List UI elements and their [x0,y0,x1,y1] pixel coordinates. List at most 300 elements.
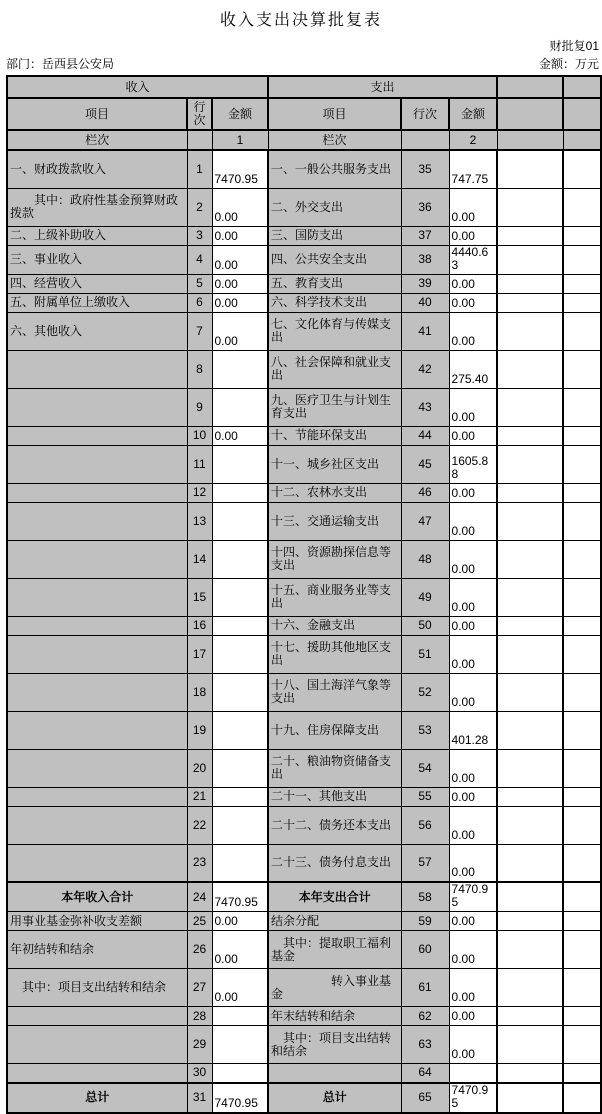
table-row [7,483,601,502]
department-label: 部门：岳西县公安局 [6,57,115,71]
expense-amount-cell[interactable]: 747.75 [449,150,497,188]
income-amount-cell[interactable] [212,635,268,673]
table-row [7,1083,601,1113]
expense-section-header: 支出 [268,76,497,98]
income-amount-cell[interactable]: 0.00 [212,188,268,226]
income-line-cell: 21 [187,787,212,806]
income-item-cell: 年初结转和结余 [7,931,187,969]
income-amount-cell[interactable] [212,616,268,635]
expense-amount-cell[interactable]: 0.00 [449,969,497,1007]
expense-item-cell: 其中：项目支出结转和结余 [268,1026,401,1064]
blank-cell[interactable] [497,540,563,578]
blank-cell[interactable] [497,350,563,388]
blank-cell[interactable] [563,844,601,882]
expense-line-cell: 53 [401,711,449,749]
expense-line-cell: 62 [401,1007,449,1026]
expense-amount-cell[interactable]: 0.00 [449,226,497,245]
blank-cell [401,130,449,150]
income-item-cell [7,540,187,578]
income-item-cell: 其中：项目支出结转和结余 [7,969,187,1007]
expense-amount-cell[interactable]: 0.00 [449,844,497,882]
expense-item-cell: 十一、城乡社区支出 [268,445,401,483]
blank-cell[interactable] [563,787,601,806]
blank-cell[interactable] [563,445,601,483]
blank-cell[interactable] [497,274,563,293]
expense-item-cell [268,1064,401,1083]
income-line-cell: 10 [187,426,212,445]
income-item-cell [7,616,187,635]
income-line-cell: 20 [187,749,212,787]
income-line-cell: 17 [187,635,212,673]
income-amount-cell[interactable] [212,578,268,616]
meta-row [6,55,599,72]
expense-item-cell: 二十一、其他支出 [268,787,401,806]
income-amount-cell[interactable] [212,445,268,483]
expense-line-header: 行次 [401,98,449,130]
table-row [7,245,601,274]
table-row [7,188,601,226]
blank-cell[interactable] [497,578,563,616]
blank-cell[interactable] [497,844,563,882]
income-item-cell [7,483,187,502]
income-item-cell [7,806,187,844]
expense-line-cell: 45 [401,445,449,483]
blank-cell[interactable] [497,806,563,844]
blank-cell[interactable] [563,931,601,969]
income-amount-cell[interactable] [212,388,268,426]
expense-amount-cell[interactable]: 0.00 [449,1007,497,1026]
blank-cell [187,130,212,150]
income-item-cell [7,673,187,711]
blank-cell[interactable] [563,426,601,445]
income-line-cell: 16 [187,616,212,635]
expense-item-cell: 十四、资源勘探信息等支出 [268,540,401,578]
expense-line-cell: 44 [401,426,449,445]
table-row [7,274,601,293]
table-row [7,749,601,787]
expense-item-cell: 其中：提取职工福利基金 [268,931,401,969]
blank-cell[interactable] [497,388,563,426]
blank-cell[interactable] [563,711,601,749]
expense-item-cell: 二十二、债务还本支出 [268,806,401,844]
blank-cell[interactable] [497,787,563,806]
blank-cell[interactable] [563,578,601,616]
income-item-cell [7,350,187,388]
income-column-number: 1 [212,130,268,150]
expense-amount-cell[interactable]: 0.00 [449,787,497,806]
income-line-header: 行次 [187,98,212,130]
expense-item-cell: 三、国防支出 [268,226,401,245]
income-amount-cell[interactable] [212,673,268,711]
blank-cell[interactable] [497,749,563,787]
expense-item-cell: 八、社会保障和就业支出 [268,350,401,388]
expense-line-cell: 42 [401,350,449,388]
income-line-cell: 11 [187,445,212,483]
expense-line-cell: 46 [401,483,449,502]
income-amount-cell[interactable]: 0.00 [212,245,268,274]
income-item-cell [7,1064,187,1083]
expense-line-cell: 60 [401,931,449,969]
expense-amount-header: 金额 [449,98,497,130]
income-amount-cell[interactable]: 0.00 [212,274,268,293]
blank-cell[interactable] [497,502,563,540]
column-index-row [7,130,601,150]
blank-cell[interactable] [563,912,601,931]
blank-cell[interactable] [563,188,601,226]
expense-amount-cell[interactable]: 0.00 [449,540,497,578]
expense-line-cell: 47 [401,502,449,540]
blank-cell[interactable] [497,1026,563,1064]
blank-cell[interactable] [497,673,563,711]
expense-item-cell: 转入事业基金 [268,969,401,1007]
budget-table [6,75,602,1114]
expense-item-cell: 十七、援助其他地区支出 [268,635,401,673]
expense-line-cell: 65 [401,1083,449,1113]
expense-amount-cell[interactable]: 401.28 [449,711,497,749]
table-row [7,293,601,312]
expense-item-cell: 十五、商业服务业等支出 [268,578,401,616]
income-line-cell: 4 [187,245,212,274]
expense-line-cell: 61 [401,969,449,1007]
income-amount-cell[interactable]: 0.00 [212,931,268,969]
expense-item-cell: 二十三、债务付息支出 [268,844,401,882]
expense-amount-cell[interactable]: 0.00 [449,312,497,350]
table-row [7,931,601,969]
blank-cell[interactable] [563,150,601,188]
blank-cell[interactable] [497,245,563,274]
income-line-cell: 18 [187,673,212,711]
income-amount-cell[interactable]: 0.00 [212,293,268,312]
income-amount-cell[interactable]: 0.00 [212,312,268,350]
expense-amount-cell[interactable]: 1605.88 [449,445,497,483]
table-row [7,844,601,882]
expense-item-cell: 十八、国土海洋气象等支出 [268,673,401,711]
blank-cell[interactable] [563,312,601,350]
expense-amount-cell[interactable]: 0.00 [449,616,497,635]
income-amount-cell[interactable] [212,483,268,502]
income-item-cell: 二、上级补助收入 [7,226,187,245]
expense-amount-cell[interactable]: 0.00 [449,578,497,616]
expense-amount-cell[interactable]: 0.00 [449,274,497,293]
expense-item-cell: 六、科学技术支出 [268,293,401,312]
blank-cell[interactable] [563,1083,601,1113]
expense-amount-cell[interactable]: 0.00 [449,635,497,673]
income-amount-cell[interactable] [212,1064,268,1083]
table-row [7,882,601,912]
income-amount-cell[interactable]: 0.00 [212,426,268,445]
expense-item-cell: 九、医疗卫生与计划生育支出 [268,388,401,426]
blank-cell[interactable] [497,931,563,969]
income-item-cell [7,787,187,806]
expense-line-cell: 48 [401,540,449,578]
blank-cell[interactable] [497,293,563,312]
blank-cell[interactable] [497,150,563,188]
income-item-cell [7,749,187,787]
income-item-cell [7,578,187,616]
expense-line-cell: 39 [401,274,449,293]
expense-amount-cell[interactable] [449,1064,497,1083]
blank-cell[interactable] [563,350,601,388]
expense-amount-cell[interactable]: 0.00 [449,483,497,502]
blank-cell[interactable] [497,1064,563,1083]
expense-line-cell: 38 [401,245,449,274]
table-row [7,312,601,350]
table-row [7,1064,601,1083]
blank-cell[interactable] [497,1007,563,1026]
expense-item-cell: 五、教育支出 [268,274,401,293]
blank-header-cell [497,76,563,98]
income-line-cell: 3 [187,226,212,245]
income-amount-cell[interactable] [212,1007,268,1026]
expense-item-cell: 十、节能环保支出 [268,426,401,445]
blank-cell[interactable] [563,483,601,502]
income-line-cell: 1 [187,150,212,188]
expense-line-cell: 59 [401,912,449,931]
income-line-cell: 26 [187,931,212,969]
blank-cell[interactable] [563,388,601,426]
expense-amount-cell[interactable]: 0.00 [449,1026,497,1064]
blank-cell[interactable] [563,1007,601,1026]
expense-line-cell: 57 [401,844,449,882]
blank-cell[interactable] [563,882,601,912]
table-row [7,226,601,245]
income-amount-cell[interactable] [212,502,268,540]
unit-label: 金额：万元 [538,57,599,71]
income-line-cell: 2 [187,188,212,226]
expense-amount-cell[interactable]: 0.00 [449,673,497,711]
blank-header-cell [563,76,601,98]
income-item-cell [7,502,187,540]
income-amount-cell[interactable]: 0.00 [212,226,268,245]
blank-cell[interactable] [497,711,563,749]
income-line-cell: 12 [187,483,212,502]
expense-item-cell: 四、公共安全支出 [268,245,401,274]
blank-header-cell [497,98,563,130]
blank-cell[interactable] [563,274,601,293]
income-amount-cell[interactable] [212,749,268,787]
income-amount-cell[interactable]: 0.00 [212,912,268,931]
expense-line-cell: 51 [401,635,449,673]
income-line-cell: 28 [187,1007,212,1026]
expense-item-cell: 十九、住房保障支出 [268,711,401,749]
income-line-cell: 9 [187,388,212,426]
income-amount-cell[interactable] [212,1026,268,1064]
blank-cell[interactable] [497,226,563,245]
income-item-cell [7,844,187,882]
income-line-cell: 5 [187,274,212,293]
income-amount-cell[interactable] [212,844,268,882]
expense-amount-cell[interactable]: 0.00 [449,931,497,969]
blank-cell[interactable] [497,616,563,635]
income-amount-cell[interactable] [212,806,268,844]
expense-amount-cell[interactable]: 0.00 [449,806,497,844]
expense-line-cell: 41 [401,312,449,350]
expense-lanci-label: 栏次 [268,130,401,150]
blank-cell[interactable] [497,1083,563,1113]
table-row [7,540,601,578]
income-line-cell: 6 [187,293,212,312]
expense-item-cell: 二、外交支出 [268,188,401,226]
expense-item-cell: 一、一般公共服务支出 [268,150,401,188]
income-item-cell: 一、财政拨款收入 [7,150,187,188]
blank-header-cell [563,130,601,150]
table-row [7,787,601,806]
income-line-cell: 25 [187,912,212,931]
table-row [7,350,601,388]
income-item-cell: 用事业基金弥补收支差额 [7,912,187,931]
expense-line-cell: 56 [401,806,449,844]
blank-cell[interactable] [563,293,601,312]
expense-item-cell: 本年支出合计 [268,882,401,912]
income-amount-cell[interactable] [212,787,268,806]
blank-cell[interactable] [563,635,601,673]
income-item-cell: 本年收入合计 [7,882,187,912]
form-code-label: 财批复01 [549,39,599,53]
table-row [7,673,601,711]
expense-item-header: 项目 [268,98,401,130]
table-row [7,150,601,188]
income-amount-cell[interactable] [212,711,268,749]
expense-amount-cell[interactable]: 0.00 [449,426,497,445]
table-row [7,806,601,844]
income-item-cell [7,426,187,445]
expense-line-cell: 36 [401,188,449,226]
expense-amount-cell[interactable]: 275.40 [449,350,497,388]
table-row [7,388,601,426]
income-amount-cell[interactable]: 7470.95 [212,150,268,188]
income-item-cell [7,1007,187,1026]
expense-line-cell: 35 [401,150,449,188]
blank-cell[interactable] [497,882,563,912]
blank-cell[interactable] [563,540,601,578]
income-line-cell: 30 [187,1064,212,1083]
income-amount-cell[interactable]: 7470.95 [212,1083,268,1113]
blank-cell[interactable] [497,312,563,350]
expense-amount-cell[interactable]: 0.00 [449,749,497,787]
income-item-cell: 总计 [7,1083,187,1113]
blank-cell[interactable] [497,912,563,931]
blank-cell[interactable] [563,1026,601,1064]
income-amount-header: 金额 [212,98,268,130]
income-line-cell: 31 [187,1083,212,1113]
expense-item-cell: 年末结转和结余 [268,1007,401,1026]
income-line-cell: 24 [187,882,212,912]
table-row [7,1007,601,1026]
income-item-cell [7,388,187,426]
expense-amount-cell[interactable]: 7470.95 [449,882,497,912]
income-item-cell: 三、事业收入 [7,245,187,274]
expense-line-cell: 54 [401,749,449,787]
blank-cell[interactable] [563,749,601,787]
blank-cell[interactable] [563,616,601,635]
income-line-cell: 19 [187,711,212,749]
table-row [7,616,601,635]
table-row [7,711,601,749]
page-title: 收入支出决算批复表 [219,12,382,29]
blank-cell[interactable] [563,245,601,274]
blank-cell[interactable] [497,635,563,673]
blank-cell[interactable] [563,1064,601,1083]
income-item-cell: 四、经营收入 [7,274,187,293]
income-line-cell: 13 [187,502,212,540]
income-line-cell: 29 [187,1026,212,1064]
blank-cell[interactable] [563,969,601,1007]
blank-cell[interactable] [563,502,601,540]
expense-column-number: 2 [449,130,497,150]
blank-cell[interactable] [563,226,601,245]
income-amount-cell[interactable] [212,540,268,578]
income-item-cell [7,635,187,673]
table-row [7,502,601,540]
income-line-cell: 8 [187,350,212,388]
income-lanci-label: 栏次 [7,130,187,150]
income-item-cell: 其中：政府性基金预算财政拨款 [7,188,187,226]
table-row [7,445,601,483]
income-line-cell: 15 [187,578,212,616]
expense-amount-cell[interactable]: 0.00 [449,502,497,540]
expense-amount-cell[interactable]: 0.00 [449,188,497,226]
income-item-header: 项目 [7,98,187,130]
expense-line-cell: 55 [401,787,449,806]
column-header-row [7,98,601,130]
blank-cell[interactable] [497,426,563,445]
table-row [7,912,601,931]
expense-item-cell: 七、文化体育与传媒支出 [268,312,401,350]
expense-item-cell: 总计 [268,1083,401,1113]
expense-item-cell: 十二、农林水支出 [268,483,401,502]
income-item-cell [7,1026,187,1064]
expense-line-cell: 37 [401,226,449,245]
expense-item-cell: 结余分配 [268,912,401,931]
income-line-cell: 23 [187,844,212,882]
table-row [7,426,601,445]
blank-cell[interactable] [563,806,601,844]
blank-cell[interactable] [497,188,563,226]
expense-item-cell: 十三、交通运输支出 [268,502,401,540]
income-line-cell: 14 [187,540,212,578]
expense-amount-cell[interactable]: 4440.63 [449,245,497,274]
blank-header-cell [497,130,563,150]
income-line-cell: 22 [187,806,212,844]
blank-cell[interactable] [497,445,563,483]
income-line-cell: 27 [187,969,212,1007]
expense-amount-cell[interactable]: 7470.95 [449,1083,497,1113]
income-item-cell: 五、附属单位上缴收入 [7,293,187,312]
expense-amount-cell[interactable]: 0.00 [449,388,497,426]
income-line-cell: 7 [187,312,212,350]
expense-line-cell: 63 [401,1026,449,1064]
expense-line-cell: 64 [401,1064,449,1083]
blank-cell[interactable] [497,969,563,1007]
income-amount-cell[interactable] [212,350,268,388]
table-row [7,578,601,616]
expense-line-cell: 40 [401,293,449,312]
income-amount-cell[interactable]: 0.00 [212,969,268,1007]
income-amount-cell[interactable]: 7470.95 [212,882,268,912]
blank-cell[interactable] [563,673,601,711]
expense-item-cell: 二十、粮油物资储备支出 [268,749,401,787]
expense-amount-cell[interactable]: 0.00 [449,293,497,312]
income-item-cell: 六、其他收入 [7,312,187,350]
income-section-header: 收入 [7,76,268,98]
section-header-row [7,76,601,98]
expense-amount-cell[interactable]: 0.00 [449,912,497,931]
income-item-cell [7,445,187,483]
expense-line-cell: 49 [401,578,449,616]
income-item-cell [7,711,187,749]
blank-cell[interactable] [497,483,563,502]
expense-line-cell: 50 [401,616,449,635]
